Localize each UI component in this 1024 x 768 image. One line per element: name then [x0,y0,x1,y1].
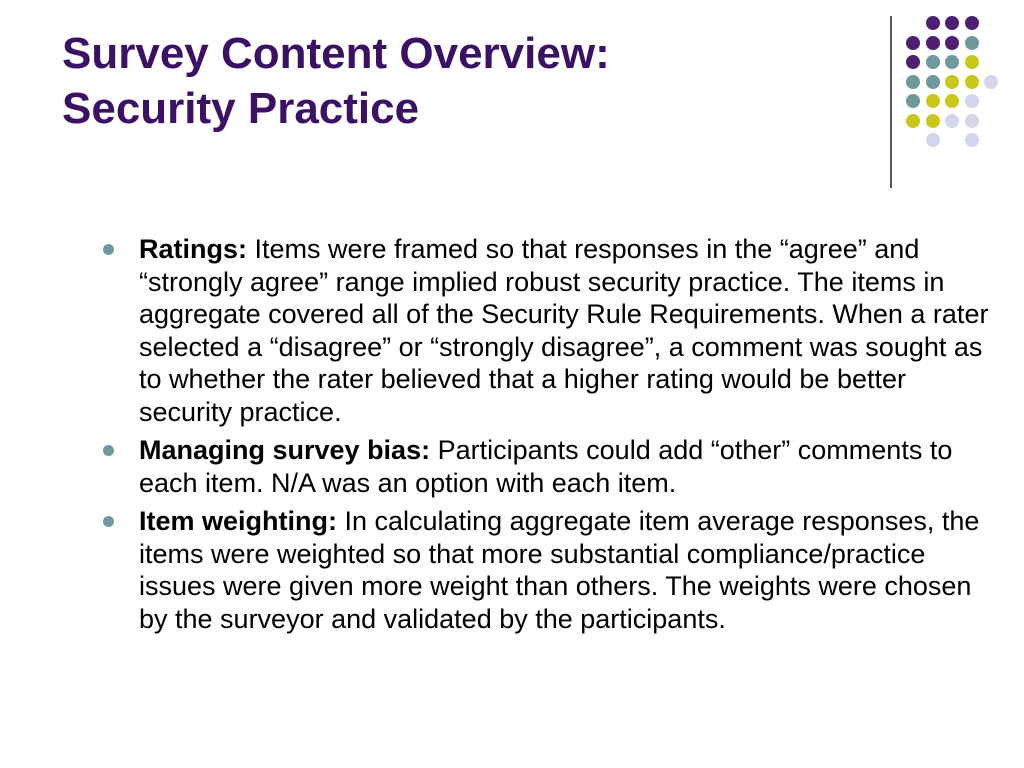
decorative-dot [945,55,959,69]
bullet-label: Item weighting: [139,506,337,536]
bullet-text: In calculating aggregate item average responses, the items were weighted so that more substantial compliance/practice issues were given more weight than others. The weights were chosen by the surveyor and validated by the participants. [139,506,980,634]
decorative-dot [906,55,920,69]
bullet-marker-icon [103,516,114,527]
decorative-dot [965,75,979,89]
bullet-text: Items were framed so that responses in the “agree” and “strongly agree” range implied robust security practice. The items in aggregate covered all of the Security Rule Requirements. When a rater selected a “disagree” or “strongly disagree”, a comment was sought as to whether the rater believed that a higher rating would be better security practice. [139,234,989,427]
decorative-dot [965,94,979,108]
slide-title-line-1: Survey Content Overview: [62,29,610,78]
decorative-dot [926,133,940,147]
decorative-dot [926,114,940,128]
bullet-text: Participants could add “other” comments to each item. N/A was an option with each item. [139,435,953,498]
bullet-label: Ratings: [139,234,247,264]
bullet-item-managing-survey-bias [103,434,993,499]
title-divider-line [890,16,892,188]
decorative-dot [926,16,940,30]
decorative-dot [906,114,920,128]
decorative-dot [906,94,920,108]
decorative-dot [945,16,959,30]
slide-title [62,26,862,136]
slide-title-line-2: Security Practice [62,84,420,133]
bullet-marker-icon [103,445,114,456]
decorative-dot [965,55,979,69]
decorative-dot [945,94,959,108]
decorative-dot [984,75,998,89]
decorative-dot-grid [906,16,1006,166]
decorative-dot [945,114,959,128]
bullet-item-item-weighting [103,505,993,635]
decorative-dot [926,94,940,108]
decorative-dot [965,133,979,147]
decorative-dot [965,114,979,128]
decorative-dot [945,36,959,50]
bullet-marker-icon [103,244,114,255]
bullet-list [103,233,993,641]
decorative-dot [926,75,940,89]
bullet-label: Managing survey bias: [139,435,431,465]
decorative-dot [926,55,940,69]
decorative-dot [906,75,920,89]
decorative-dot [965,16,979,30]
decorative-dot [965,36,979,50]
bullet-item-ratings [103,233,993,428]
decorative-dot [926,36,940,50]
decorative-dot [945,75,959,89]
decorative-dot [906,36,920,50]
